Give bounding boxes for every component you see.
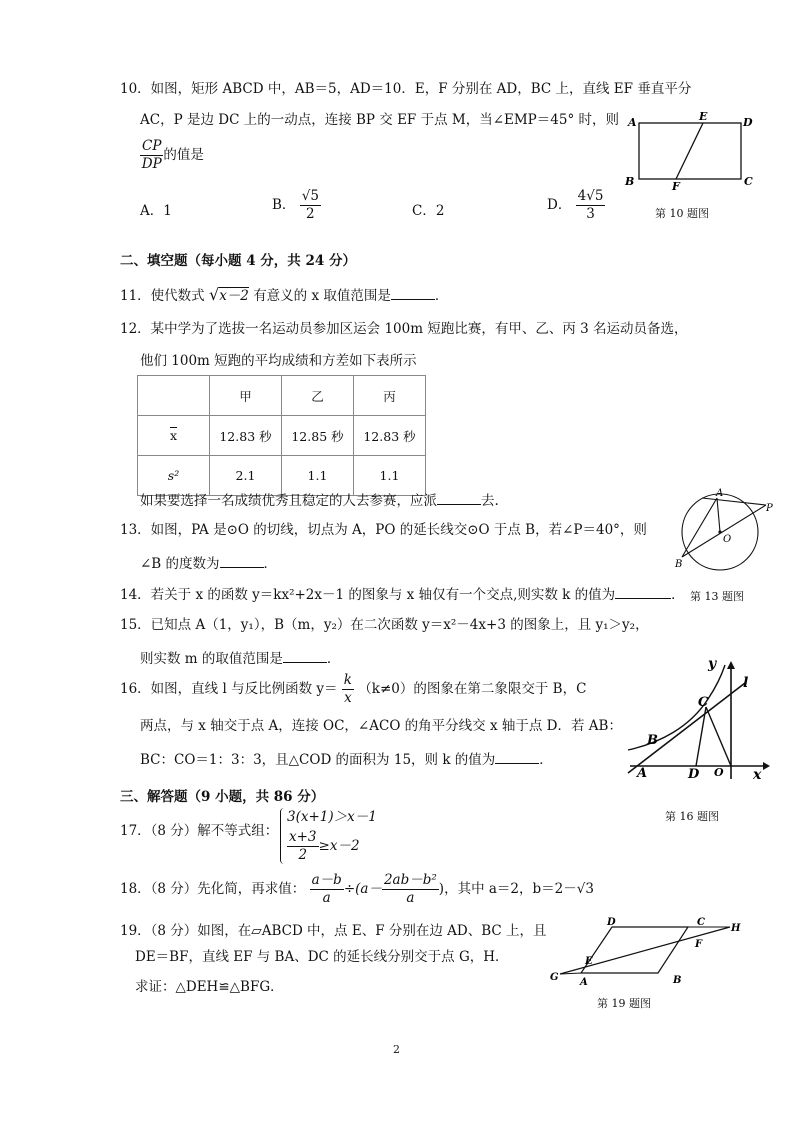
label-p: P — [766, 503, 773, 514]
label-b: B — [675, 559, 683, 570]
label-a: A — [637, 766, 648, 781]
label-c: C — [698, 695, 709, 710]
q19-line3: 求证：△DEH≌△BFG． — [135, 979, 284, 995]
label-x: x — [753, 767, 762, 783]
q12-line1: 12．某中学为了选拔一名运动员参加区运会 100m 短跑比赛，有甲、乙、丙 3 名运动员备选， — [120, 321, 688, 337]
label-f: F — [695, 939, 703, 950]
q12-line2: 他们 100m 短跑的平均成绩和方差如下表所示 — [140, 353, 417, 369]
label-h: H — [731, 923, 741, 934]
label-l: l — [743, 675, 749, 691]
q17-inequality-1: 3(x+1)＞x－1 — [287, 809, 377, 825]
label-a: A — [580, 977, 588, 988]
q13-line2: ∠B 的度数为 ． — [140, 553, 277, 573]
section-fill-in-heading: 二、填空题（每小题 4 分，共 24 分） — [120, 253, 356, 269]
q14: 14．若关于 x 的函数 y＝kx²+2x－1 的图象与 x 轴仅有一个交点,则实数 k 的值为 ． — [120, 584, 685, 604]
q10-option-a: A．1 — [140, 203, 172, 219]
label-a: A — [716, 488, 724, 499]
q12-after: 如果要选择一名成绩优秀且稳定的人去参赛，应派 去. — [140, 490, 499, 510]
hyperbola-curve — [628, 665, 725, 750]
square-root-expression: √x－2 — [208, 285, 249, 304]
label-g: G — [550, 972, 559, 983]
label-d: D — [688, 767, 700, 782]
q16-figure — [620, 655, 770, 785]
page-number: 2 — [393, 1043, 400, 1056]
label-e: E — [699, 110, 708, 123]
line-l — [628, 683, 745, 773]
line-ef — [676, 123, 703, 179]
q13-caption: 第 13 题图 — [690, 590, 744, 603]
system-brace — [280, 808, 284, 864]
radius-oa — [717, 498, 720, 532]
label-f: F — [672, 180, 680, 193]
q15-answer-blank[interactable] — [283, 648, 327, 663]
q17-intro: 17．（8 分）解不等式组： — [120, 823, 279, 839]
y-axis-arrow — [727, 661, 735, 669]
q13-figure — [660, 485, 780, 580]
q19-line1: 19．（8 分）如图，在▱ABCD 中，点 E、F 分别在边 AD、BC 上，且 — [120, 923, 547, 939]
label-c: C — [744, 175, 753, 188]
q13-answer-blank[interactable] — [220, 553, 264, 568]
label-e: E — [585, 956, 593, 967]
label-b: B — [647, 733, 658, 748]
label-c: C — [697, 917, 705, 928]
q10-figure — [620, 110, 760, 195]
q16-line1: 16．如图，直线 l 与反比例函数 y＝ $\frac{k}{x}$ （k≠0）的图象在第二象限交于 B，C — [120, 672, 587, 706]
q10-fraction: $\frac{CP}{DP}$ — [141, 138, 162, 172]
q11: 11．使代数式 √x－2 有意义的 x 取值范围是 ． — [120, 285, 449, 304]
q19-caption: 第 19 题图 — [597, 997, 651, 1010]
q10-line2: AC，P 是边 DC 上的一动点，连接 BP 交 EF 于点 M，当∠EMP＝45° 时，则 — [140, 112, 619, 128]
table-row: 甲 乙 丙 — [138, 376, 426, 416]
q18: 18．（8 分）先化简，再求值： $\frac{a-b}{a}$ ÷(a－ $\frac{\text{2ab－b²}}{a}$ )，其中 a＝2，b＝2－√3 — [120, 872, 594, 906]
q17-inequality-2: $\frac{x+3}{2}$ ≥x－2 — [289, 829, 360, 863]
segment-co — [706, 707, 731, 766]
q12-answer-blank[interactable] — [437, 490, 481, 505]
q10-option-d: D． $\frac{4√5}{3}$ — [547, 188, 604, 222]
table-row: s² 2.1 1.1 1.1 — [138, 456, 426, 496]
q11-answer-blank[interactable] — [391, 285, 435, 300]
q16-line2: 两点，与 x 轴交于点 A，连接 OC，∠ACO 的角平分线交 x 轴于点 D．若 AB： — [140, 718, 622, 734]
q19-figure — [545, 915, 745, 990]
label-o: O — [723, 534, 732, 545]
q10-caption: 第 10 题图 — [655, 207, 709, 220]
q10-line1: 10．如图，矩形 ABCD 中，AB＝5，AD＝10．E，F 分别在 AD，BC 上，直线 EF 垂直平分 — [120, 81, 692, 97]
q16-caption: 第 16 题图 — [665, 810, 719, 823]
q19-line2: DE＝BF，直线 EF 与 BA、DC 的延长线分别交于点 G，H． — [135, 949, 509, 965]
parallelogram-abcd — [581, 927, 688, 973]
q13-line1: 13．如图，PA 是⊙O 的切线，切点为 A，PO 的延长线交⊙O 于点 B，若∠P＝40°，则 — [120, 522, 647, 538]
section-solutions-heading: 三、解答题（9 小题，共 86 分） — [120, 789, 325, 805]
center-dot — [718, 530, 721, 533]
label-a: A — [628, 116, 637, 129]
q10-line3: $\frac{CP}{DP}$ 的值是 — [141, 138, 204, 172]
q15-line1: 15．已知点 A（1，y₁），B（m，y₂）在二次函数 y＝x²－4x+3 的图象上，且 y₁＞y₂， — [120, 617, 649, 633]
q14-answer-blank[interactable] — [615, 584, 671, 599]
label-y: y — [708, 656, 717, 672]
chord-ab — [682, 498, 717, 557]
scores-table — [137, 375, 426, 496]
q16-answer-blank[interactable] — [495, 749, 539, 764]
label-d: D — [743, 116, 753, 129]
q15-line2: 则实数 m 的取值范围是 ． — [140, 648, 340, 668]
label-d: D — [607, 917, 616, 928]
label-o: O — [714, 766, 724, 779]
q16-line3: BC：CO＝1：3：3，且△COD 的面积为 15，则 k 的值为 ． — [140, 749, 553, 769]
table-row: $\overline{x}$ 12.83 秒 12.85 秒 12.83 秒 — [138, 416, 426, 456]
label-b: B — [625, 175, 635, 188]
label-b: B — [673, 975, 682, 986]
q10-option-c: C．2 — [412, 203, 445, 219]
x-axis-arrow — [763, 762, 770, 770]
q10-option-b: B． $\frac{√5}{2}$ — [272, 188, 319, 222]
tangent-pa — [702, 498, 766, 505]
